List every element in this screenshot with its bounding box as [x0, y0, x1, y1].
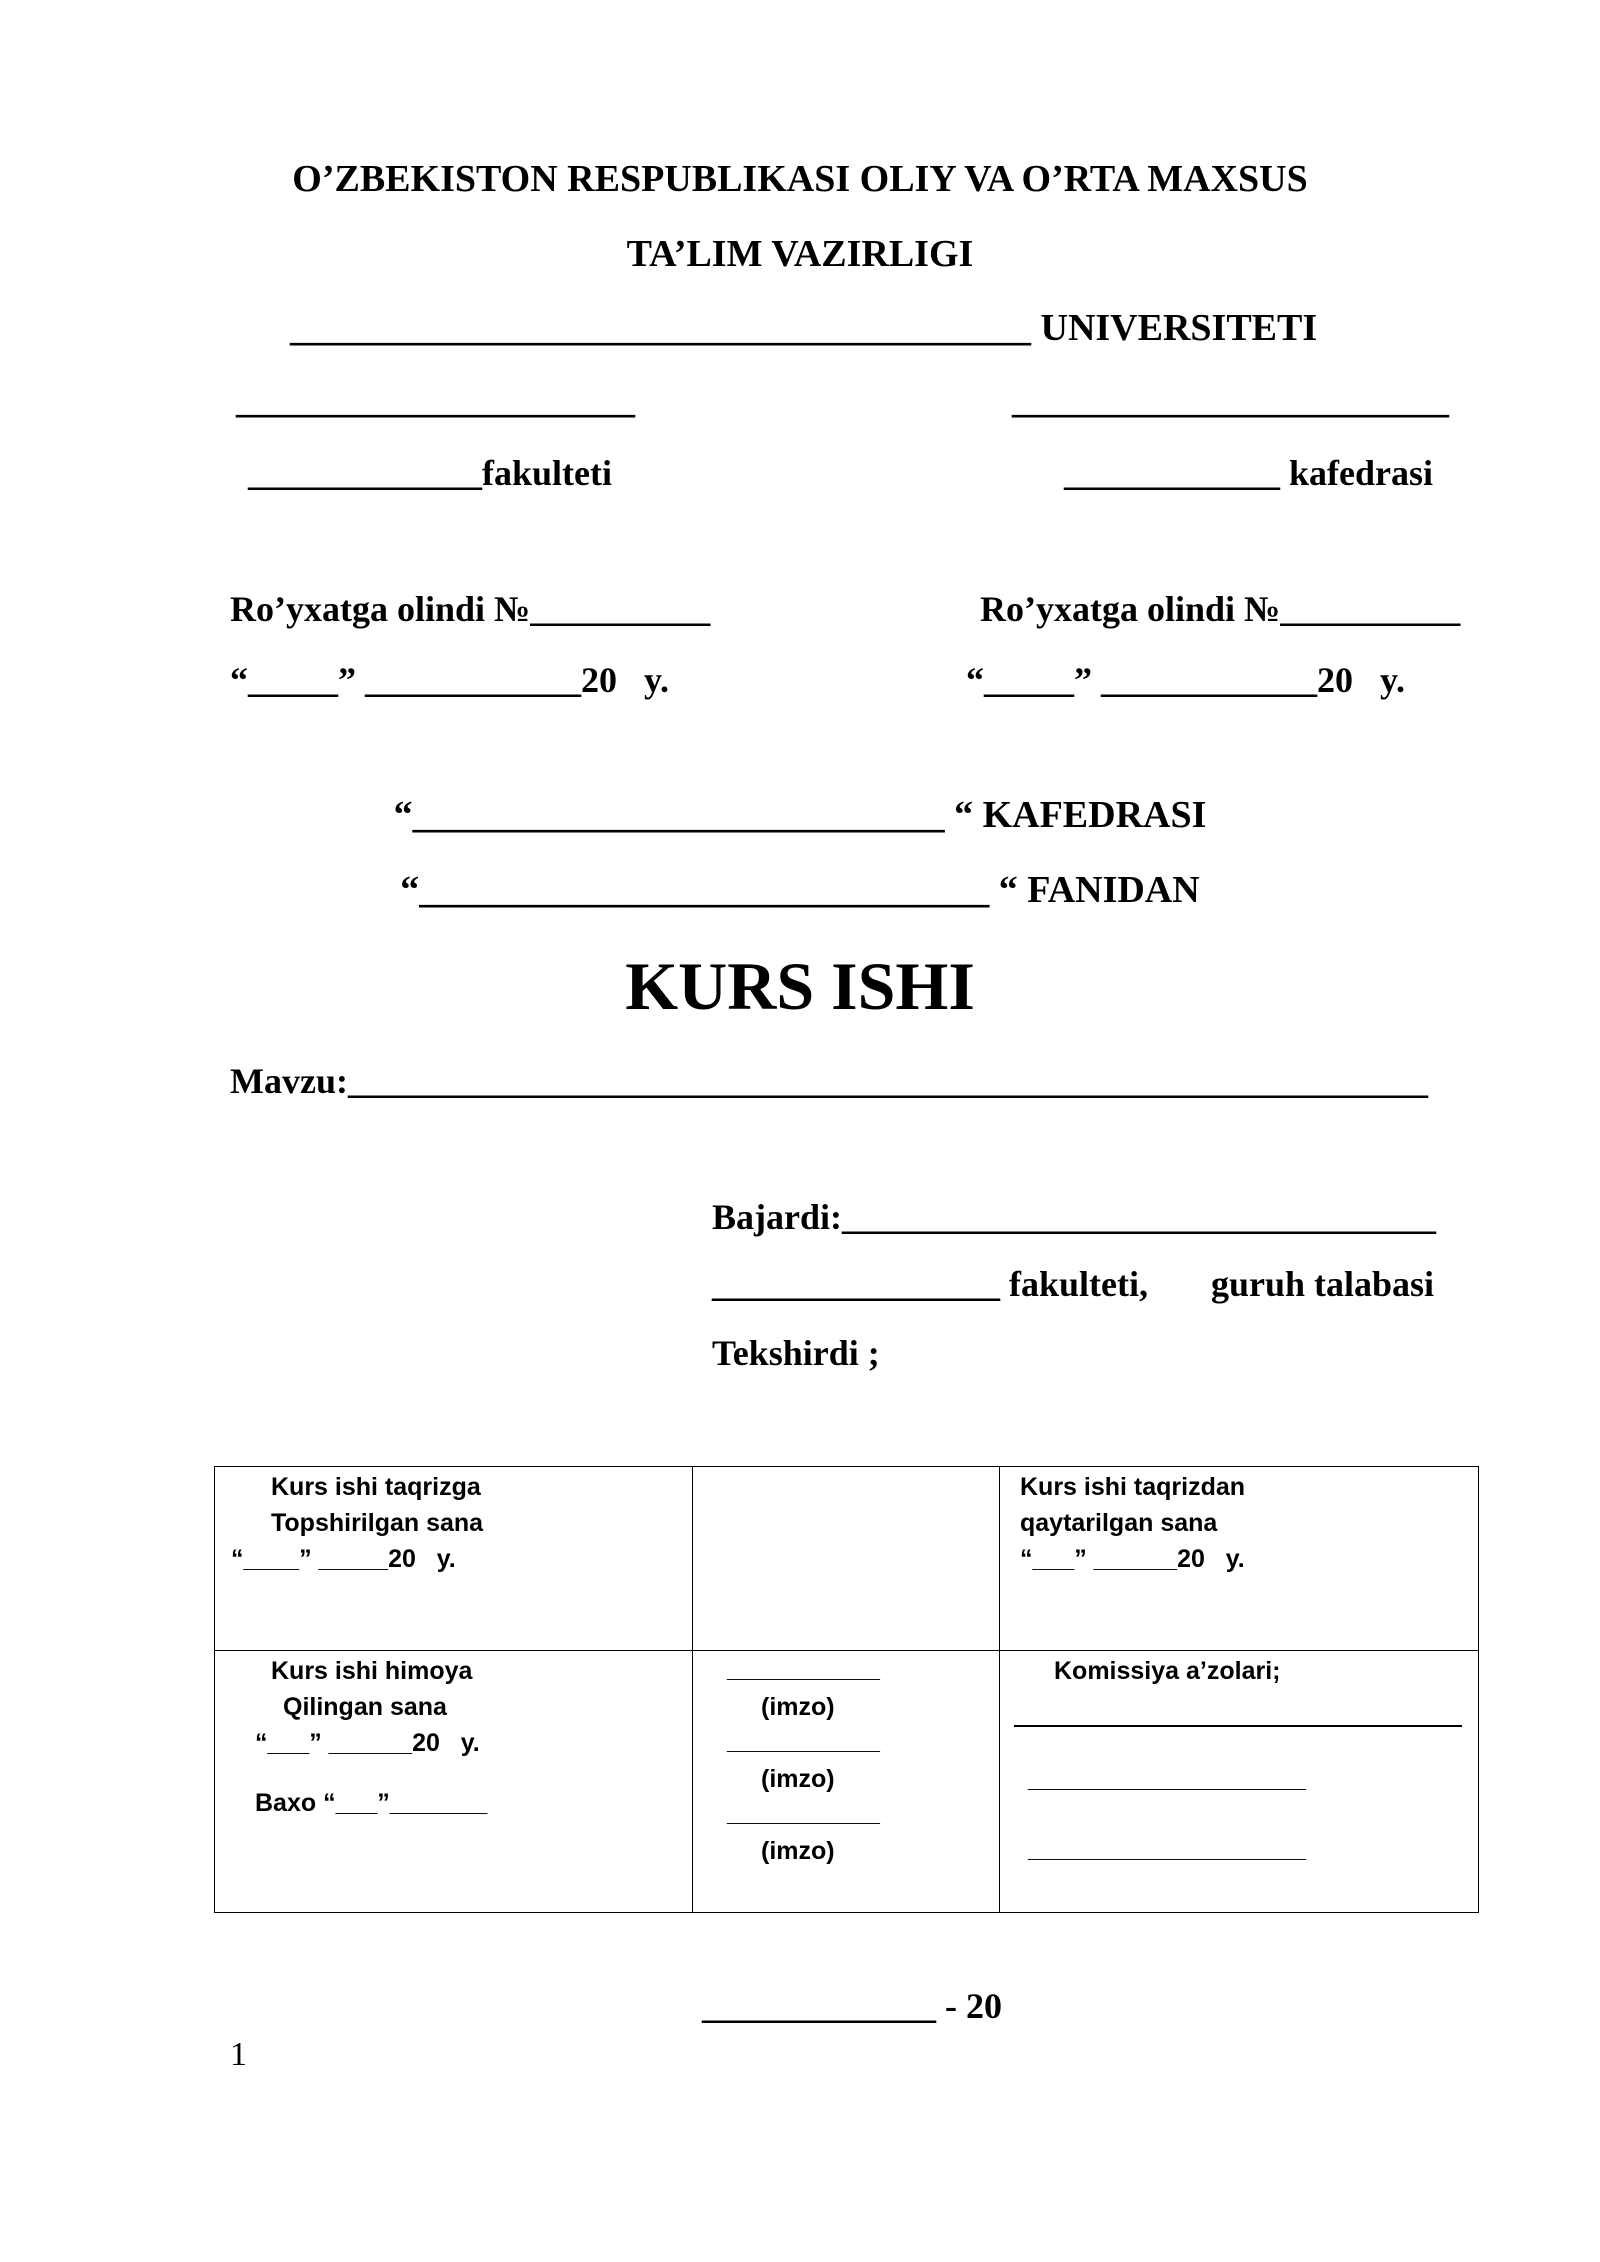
review-returned-date: “___” ______20 y.: [1020, 1545, 1245, 1573]
faculty-line: _____________fakulteti: [248, 453, 612, 493]
fan-line: “______________________________ “ FANIDAN: [400, 869, 1200, 911]
table-cell-signatures: [693, 1651, 1000, 1913]
registration-right-date: “_____” ____________20 y.: [966, 660, 1406, 700]
review-submitted-date: “____” _____20 y.: [231, 1545, 456, 1573]
review-submitted-subtitle: Topshirilgan sana: [271, 1509, 484, 1537]
table-row: [215, 1651, 1479, 1913]
signature-label: (imzo): [761, 1693, 835, 1721]
signature-line: ___________: [727, 1655, 880, 1683]
review-returned-subtitle: qaytarilgan sana: [1020, 1509, 1218, 1537]
faculty-group-line: ________________ fakulteti, guruh talabasi: [712, 1264, 1435, 1304]
defense-subtitle: Qilingan sana: [283, 1693, 447, 1721]
table-cell-review-returned: [1000, 1467, 1479, 1651]
registration-left-date: “_____” ____________20 y.: [230, 660, 670, 700]
signature-label: (imzo): [761, 1837, 835, 1865]
commission-line: ____________________: [1028, 1835, 1307, 1863]
registration-left-label: Ro’yxatga olindi №__________: [230, 589, 711, 629]
department-line: ____________ kafedrasi: [1064, 453, 1433, 493]
grade-line: Baxo “___”_______: [255, 1789, 488, 1817]
done-by-line: Bajardi:_________________________________: [712, 1197, 1436, 1237]
table-cell-commission: [1000, 1651, 1479, 1913]
signature-label: (imzo): [761, 1765, 835, 1793]
page-number: 1: [230, 2036, 247, 2073]
table-cell-review-submitted: [215, 1467, 693, 1651]
university-line: _______________________________________ UNIVERSITETI: [290, 307, 1318, 349]
commission-line: ____________________: [1028, 1765, 1307, 1793]
blank-right-line: _______________________: [1012, 379, 1449, 421]
ministry-title-line2: TA’LIM VAZIRLIGI: [626, 233, 974, 275]
defense-title: Kurs ishi himoya: [271, 1657, 473, 1685]
blank-left-line: _____________________: [236, 379, 635, 421]
submission-table: [214, 1466, 1479, 1913]
commission-title: Komissiya a’zolari;: [1054, 1657, 1281, 1685]
year-line: _____________ - 20: [702, 1986, 1002, 2026]
review-submitted-title: Kurs ishi taqrizga: [271, 1473, 481, 1501]
defense-date: “___” ______20 y.: [255, 1729, 480, 1757]
topic-line: Mavzu:____________________________________________________________: [230, 1061, 1428, 1101]
table-row: [215, 1467, 1479, 1651]
signature-line: ___________: [727, 1727, 880, 1755]
kafedra-line: “____________________________ “ KAFEDRASI: [393, 794, 1207, 836]
signature-line: ___________: [727, 1799, 880, 1827]
checked-by-line: Tekshirdi ;: [712, 1333, 880, 1373]
registration-right-label: Ro’yxatga olindi №__________: [980, 589, 1461, 629]
commission-line-long: [1014, 1725, 1462, 1727]
table-cell-defense: [215, 1651, 693, 1913]
review-returned-title: Kurs ishi taqrizdan: [1020, 1473, 1246, 1501]
main-title: KURS ISHI: [625, 948, 975, 1024]
ministry-title-line1: O’ZBEKISTON RESPUBLIKASI OLIY VA O’RTA MAXSUS: [292, 158, 1308, 200]
table-cell-empty: [693, 1467, 1000, 1651]
